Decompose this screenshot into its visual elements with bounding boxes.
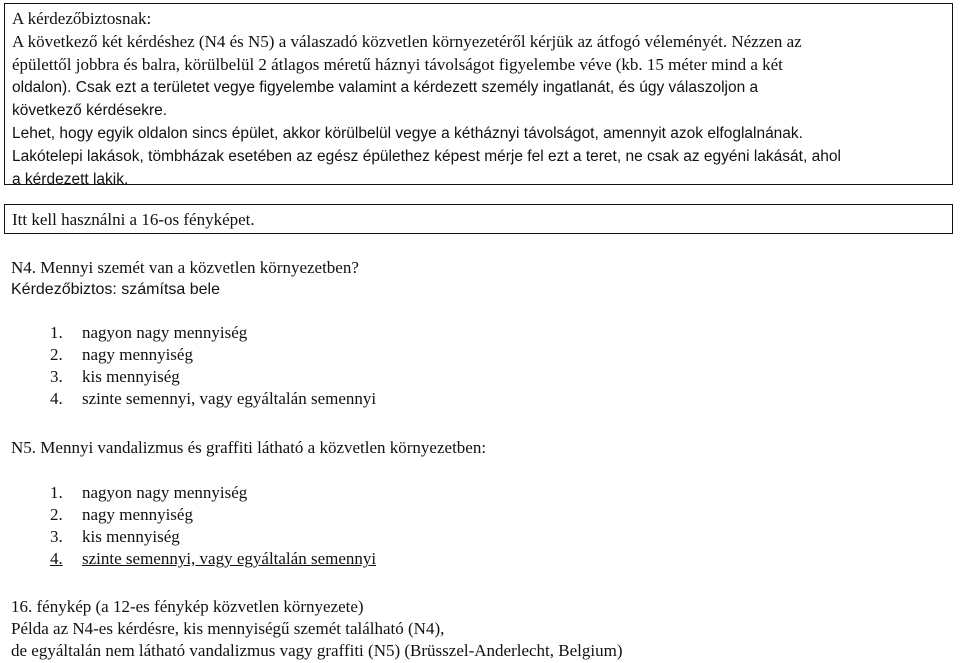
instruction-line: épülettől jobbra és balra, körülbelül 2 átlagos méretű háznyi távolságot figyelembe véve (kb. 15 méter mind a két bbox=[12, 55, 783, 74]
photo-note: Itt kell használni a 16-os fényképet. bbox=[12, 210, 255, 229]
question-n5 bbox=[11, 437, 486, 459]
list-item: 3. kis mennyiség bbox=[50, 527, 180, 546]
instruction-line: a kérdezett lakik. bbox=[12, 171, 129, 188]
list-item: 2. nagy mennyiség bbox=[50, 505, 193, 524]
caption-line: de egyáltalán nem látható vandalizmus vagy graffiti (N5) (Brüsszel-Anderlecht, Belgium) bbox=[11, 641, 623, 660]
instruction-line: Lakótelepi lakások, tömbházak esetében az egész épülethez képest mérje fel ezt a teret, ne csak az egyéni lakását, ahol bbox=[12, 148, 841, 165]
list-item: 1. nagyon nagy mennyiség bbox=[50, 483, 248, 502]
instruction-line: A következő két kérdéshez (N4 és N5) a válaszadó közvetlen környezetéről kérjük az átfogó véleményét. Nézzen az bbox=[12, 32, 802, 51]
question-n4 bbox=[11, 257, 359, 301]
n4-options bbox=[50, 322, 376, 410]
instruction-line: következő kérdésekre. bbox=[12, 102, 168, 119]
question-n4-text: N4. Mennyi szemét van a közvetlen környezetben? bbox=[11, 258, 359, 277]
photo-caption bbox=[11, 596, 623, 662]
question-n5-text: N5. Mennyi vandalizmus és graffiti látható a közvetlen környezetben: bbox=[11, 438, 487, 457]
list-item: 4. szinte semennyi, vagy egyáltalán semennyi bbox=[50, 389, 377, 408]
instruction-line: oldalon). Csak ezt a területet vegye figyelembe valamint a kérdezett személy ingatlanát, és úgy válaszoljon a bbox=[12, 79, 759, 96]
instruction-line: Lehet, hogy egyik oldalon sincs épület, akkor körülbelül vegye a kétháznyi távolságot, amennyit azok elfoglalnának. bbox=[12, 125, 803, 142]
list-item: 1. nagyon nagy mennyiség bbox=[50, 323, 248, 342]
instruction-heading: A kérdezőbiztosnak: bbox=[12, 9, 152, 28]
list-item: 2. nagy mennyiség bbox=[50, 345, 193, 364]
instruction-box bbox=[4, 3, 953, 188]
caption-title: 16. fénykép (a 12-es fénykép közvetlen környezete) bbox=[11, 597, 364, 616]
n5-options bbox=[50, 482, 376, 570]
question-n4-instruction: Kérdezőbiztos: számítsa bele bbox=[11, 281, 220, 298]
list-item: 3. kis mennyiség bbox=[50, 367, 180, 386]
photo-note-box bbox=[4, 204, 953, 234]
caption-line: Példa az N4-es kérdésre, kis mennyiségű szemét található (N4), bbox=[11, 619, 445, 638]
list-item: 4. szinte semennyi, vagy egyáltalán semennyi bbox=[50, 549, 377, 568]
